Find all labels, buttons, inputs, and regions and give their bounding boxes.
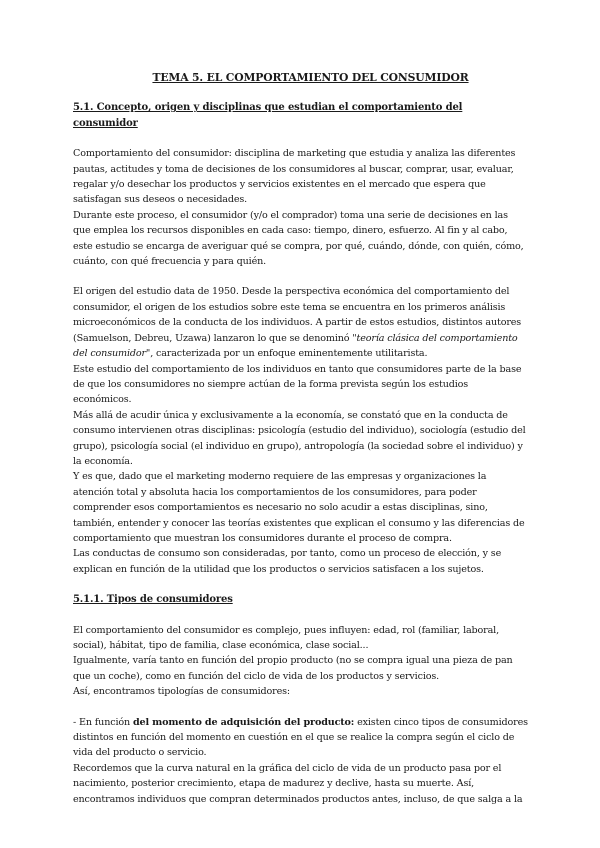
paragraph: El comportamiento del consumidor es complejo, pues influyen: edad, rol (familiar, laboral, social), hábitat, tipo de familia, clase económica, clase social...: [73, 624, 499, 651]
bullet-bold-term: del momento de adquisición del producto:: [132, 716, 355, 728]
bullet-text: existen cinco tipos de consumidores distintos en función del momento en cuestión en el que se realice la compra según el ciclo de vida del producto o servicio.: [73, 716, 528, 759]
paragraph: Y es que, dado que el marketing moderno requiere de las empresas y organizaciones la atención total y absoluta hacia los comportamientos de los consumidores, para poder comprender esos comportamientos es necesario no solo acudir a estas disciplinas, sino, también, entender y conocer las teorías existentes que explican el consumo y las diferencias de comportamiento que muestran los consumidores durante el proceso de compra.: [73, 471, 525, 544]
paragraph: Igualmente, varía tanto en función del propio producto (no se compra igual una pieza de pan que un coche), como en función del ciclo de vida de los productos y servicios.: [73, 655, 513, 682]
section-heading-5-1-1: 5.1.1. Tipos de consumidores: [73, 594, 233, 606]
paragraph: Durante este proceso, el consumidor (y/o el comprador) toma una serie de decisiones en las que emplea los recursos disponibles en cada caso: tiempo, dinero, esfuerzo. Al fin y al cabo, este estudio se encarga de averiguar qué se compra, por qué, cuándo, dónde, con quién, cómo, cuánto, con qué frecuencia y para quién.: [73, 209, 524, 268]
paragraph: Más allá de acudir única y exclusivamente a la economía, se constató que en la conducta de consumo intervienen otras disciplinas: psicología (estudio del individuo), sociología (estudio del grupo), psicología social (el individuo en grupo), antropología (la sociedad sobre el individuo) y la economía.: [73, 409, 526, 467]
bullet-item: [73, 715, 528, 761]
paragraph: Las conductas de consumo son consideradas, por tanto, como un proceso de elección, y se explican en función de la utilidad que los productos o servicios satisfacen a los sujetos.: [73, 548, 502, 575]
page-title: TEMA 5. EL COMPORTAMIENTO DEL CONSUMIDOR: [152, 71, 469, 84]
paragraph: Comportamiento del consumidor: disciplina de marketing que estudia y analiza las diferentes pautas, actitudes y toma de decisiones de los consumidores al buscar, comprar, usar, evaluar, regalar y/o desechar los productos y servicios existentes en el mercado que espera que satisfagan sus deseos o necesidades.: [73, 148, 516, 206]
italic-quote: "teoría clásica del comportamiento del consumidor": [73, 332, 518, 360]
document-page: [73, 70, 528, 807]
section-heading-5-1: 5.1. Concepto, origen y disciplinas que estudian el comportamiento del consumidor: [73, 102, 463, 129]
bullet-prefix: - En función: [73, 716, 133, 728]
paragraph-text: , caracterizada por un enfoque eminentemente utilitarista.: [150, 348, 428, 360]
paragraph: [73, 284, 528, 361]
paragraph-text: El origen del estudio data de 1950. Desde la perspectiva económica del comportamiento del consumidor, el origen de los estudios sobre este tema se encuentra en los primeros análisis microeconómicos de la conducta de los individuos. A partir de estos estudios, distintos autores (Samuelson, Debreu, Uzawa) lanzaron lo que se denominó: [73, 286, 522, 344]
paragraph: Este estudio del comportamiento de los individuos en tanto que consumidores parte de la base de que los consumidores no siempre actúan de la forma prevista según los estudios económicos.: [73, 363, 522, 406]
paragraph: Así, encontramos tipologías de consumidores:: [73, 686, 290, 698]
paragraph: Recordemos que la curva natural en la gráfica del ciclo de vida de un producto pasa por el nacimiento, posterior crecimiento, etapa de madurez y declive, hasta su muerte. Así, encontramos individuos que compran determinados productos antes, incluso, de que salga a la: [73, 762, 523, 805]
